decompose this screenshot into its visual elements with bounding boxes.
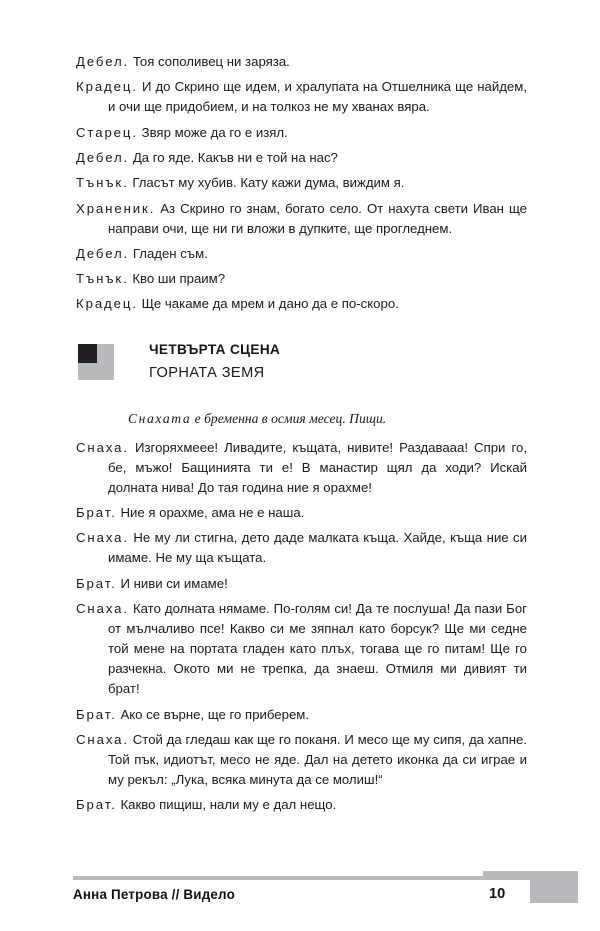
speech-text: Какво пищиш, нали му е дал нещо. <box>116 797 337 813</box>
dialogue-line <box>76 269 527 289</box>
page-content <box>76 52 527 815</box>
dialogue-line <box>76 244 527 264</box>
speaker-name: Крадец. <box>76 79 138 95</box>
scene-number-label: ЧЕТВЪРТА СЦЕНА <box>149 341 281 357</box>
speaker-name: Дебел. <box>76 149 130 165</box>
speaker-name: Брат. <box>76 575 117 591</box>
dialogue-section-top <box>76 52 527 315</box>
speaker-name: Снаха. <box>76 731 129 747</box>
dialogue-line <box>76 123 527 143</box>
stage-direction-subject: Снахата <box>128 410 192 426</box>
dialogue-line <box>76 599 527 699</box>
speech-text: Като долната нямаме. По-голям си! Да те послуша! Да пази Бог от мълчаливо псе! Какво си ме зяпнал като борсук? Ще ми седне той мене на портата гладен като плъх, тогава ще го питам! Ще го разчекна. Окото ми не трепка, да знаеш. Отмиля ми дивият ти брат! <box>108 600 527 697</box>
speaker-name: Брат. <box>76 797 117 813</box>
dialogue-line <box>76 705 527 725</box>
dialogue-line <box>76 77 527 117</box>
speech-text: Изгоряхмеее! Ливадите, къщата, нивите! Раздавааа! Спри го, бе, мъжо! Бащинията ти е! В манастир щял да ходи? Искай долната нива! До тая година ние я орахме! <box>108 439 527 495</box>
speech-text: Звяр може да го е изял. <box>137 124 288 140</box>
speech-text: Ще чакаме да мрем и дано да е по-скоро. <box>137 296 399 312</box>
footer-attribution: Анна Петрова // Видело <box>73 887 235 902</box>
speech-text: Стой да гледаш как ще го поканя. И месо ще му сипя, да хапне. Той пък, идиотът, месо не яде. Дал на детето иконка да си играе и му рекъл: „Лука, всяка минута да се молиш!“ <box>108 731 527 788</box>
dialogue-section-bottom <box>76 438 527 816</box>
dialogue-line <box>76 730 527 790</box>
dialogue-line <box>76 148 527 168</box>
speaker-name: Брат. <box>76 505 117 520</box>
square-marker-icon <box>78 344 114 380</box>
dialogue-line <box>76 795 527 815</box>
speaker-name: Дебел. <box>76 245 130 261</box>
speech-text: Гласът му хубив. Кату кажи дума, виждим я. <box>128 175 405 191</box>
footer-rule <box>73 876 483 880</box>
speaker-name: Храненик. <box>76 200 156 216</box>
dialogue-line <box>76 199 527 239</box>
speech-text: Не му ли стигна, дето даде малката къща. Хайде, къща ние си имаме. Не му ща къщата. <box>108 530 527 566</box>
dialogue-line <box>76 503 527 523</box>
speaker-name: Снаха. <box>76 439 129 455</box>
footer-tab-right <box>530 871 578 903</box>
square-marker-inner-icon <box>78 344 97 363</box>
speaker-name: Снаха. <box>76 530 129 546</box>
speech-text: И до Скрино ще идем, и хралупата на Отшелника ще найдем, и очи ще придобием, и на толкоз не му хванах вяра. <box>108 79 527 115</box>
speech-text: Гладен съм. <box>129 245 208 261</box>
speaker-name: Тънък. <box>76 175 129 191</box>
speech-text: Кво ши праим? <box>128 271 226 287</box>
speech-text: Ние я орахме, ама не е наша. <box>116 505 305 520</box>
scene-place-label: ГОРНАТА ЗЕМЯ <box>149 364 265 381</box>
speech-text: Ако се върне, ще го приберем. <box>116 706 310 722</box>
speech-text: Тоя сополивец ни заряза. <box>129 54 290 69</box>
dialogue-line <box>76 574 527 594</box>
speaker-name: Снаха. <box>76 600 129 616</box>
dialogue-line <box>76 52 527 72</box>
dialogue-line <box>76 294 527 314</box>
footer-tab-middle <box>483 871 530 880</box>
stage-direction <box>76 409 527 429</box>
page-number: 10 <box>489 886 506 902</box>
dialogue-line <box>76 528 527 568</box>
speaker-name: Крадец. <box>76 296 138 312</box>
dialogue-line <box>76 438 527 498</box>
speaker-name: Старец. <box>76 124 138 140</box>
dialogue-line <box>76 173 527 193</box>
stage-direction-text: е бременна в осмия месец. Пищи. <box>191 410 387 426</box>
scene-title-group <box>149 339 280 385</box>
speech-text: Аз Скрино го знам, богато село. От нахута свети Иван ще направи очи, ще ни ги вложи в дупките, ще прогледнем. <box>108 200 527 236</box>
speaker-name: Дебел. <box>76 54 130 69</box>
speaker-name: Брат. <box>76 706 117 722</box>
speech-text: И ниви си имаме! <box>116 575 228 591</box>
speech-text: Да го яде. Какъв ни е той на нас? <box>129 149 338 165</box>
scene-heading <box>76 339 527 401</box>
speaker-name: Тънък. <box>76 271 129 287</box>
